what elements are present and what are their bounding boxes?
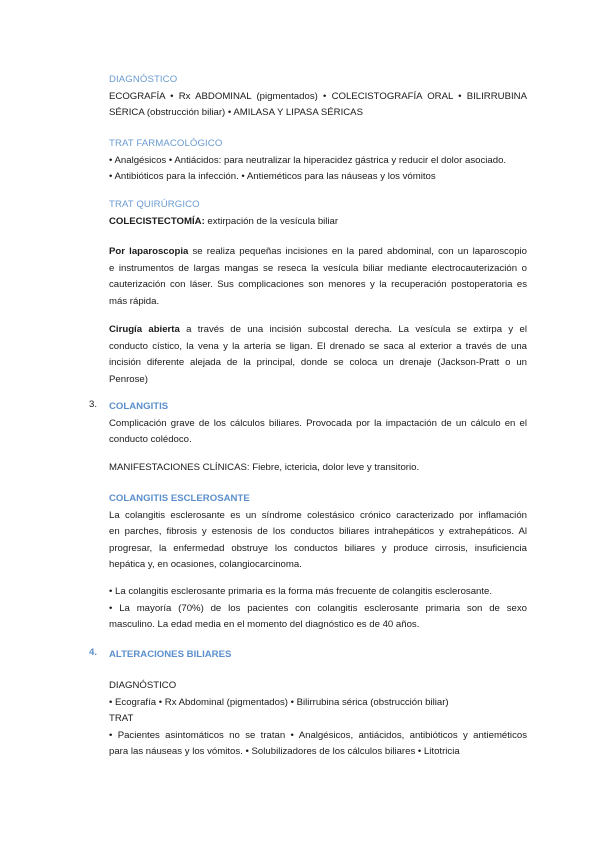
trat-quirurgico-heading: TRAT QUIRÚRGICO (109, 199, 200, 210)
colangitis-heading: COLANGITIS (109, 401, 169, 412)
laparoscopia-line-2: e instrumentos de largas mangas se reseca la vesícula biliar mediante electrocauterización o (109, 262, 527, 274)
esclerosante-line-3: progresar, la enfermedad obstruye los conductos biliares y produce cirrosis, insuficiencia (109, 542, 527, 554)
laparoscopia-line-1-text: se realiza pequeñas incisiones en la pared abdominal, con un laparoscopio (188, 246, 527, 257)
colecistectomia-line (109, 214, 527, 231)
alteraciones-trat-heading: TRAT (109, 713, 134, 725)
diagnostico-line-1: ECOGRAFÍA • Rx ABDOMINAL (pigmentados) • COLECISTOGRAFÍA ORAL • BILIRRUBINA (109, 90, 527, 102)
cirugia-abierta-term: Cirugía abierta (109, 324, 180, 335)
esclerosante-bullet-1: • La colangitis esclerosante primaria es la forma más frecuente de colangitis esclerosante. (109, 586, 493, 597)
colangitis-line-2: conducto colédoco. (109, 434, 192, 446)
laparoscopia-line-1 (109, 244, 527, 261)
colangitis-section (109, 399, 527, 449)
colangitis-number: 3. (89, 399, 98, 410)
alteraciones-trat-line-2: para las náuseas y los vómitos. • Solubilizadores de los cálculos biliares • Litotricia (109, 746, 460, 758)
alteraciones-biliares-section (109, 647, 527, 664)
alteraciones-detalle (109, 678, 527, 761)
cirugia-abierta-line-1 (109, 322, 527, 339)
diagnostico-heading: DIAGNÓSTICO (109, 74, 178, 85)
colangitis-esclerosante-heading: COLANGITIS ESCLEROSANTE (109, 493, 250, 504)
esclerosante-bullet-2a: • La mayoría (70%) de los pacientes con colangitis esclerosante primaria son de sexo (109, 602, 527, 614)
laparoscopia-paragraph (109, 244, 527, 310)
alteraciones-trat-line-1: • Pacientes asintomáticos no se tratan • Analgésicos, antiácidos, antibióticos y antieméticos (109, 729, 527, 741)
esclerosante-line-1: La colangitis esclerosante es un síndrome colestásico crónico caracterizado por inflamación (109, 509, 527, 521)
esclerosante-line-2: en parches, fibrosis y estenosis de los conductos biliares intrahepáticos y extrahepáticos. Al (109, 526, 527, 538)
alteraciones-diagnostico-line: • Ecografía • Rx Abdominal (pigmentados) • Bilirrubina sérica (obstrucción biliar) (109, 696, 449, 708)
laparoscopia-line-4: más rápida. (109, 295, 160, 307)
diagnostico-line-2: SÉRICA (obstrucción biliar) • AMILASA Y LIPASA SÉRICAS (109, 107, 363, 119)
colecistectomia-term: COLECISTECTOMÍA: (109, 215, 205, 227)
cirugia-abierta-line-1-text: a través de una incisión subcostal derecha. La vesícula se extirpa y el (179, 324, 527, 335)
trat-quirurgico-section (109, 197, 527, 230)
laparoscopia-term: Por laparoscopia (109, 246, 189, 257)
cirugia-abierta-line-2: conducto cístico, la vena y la arteria se ligan. El drenado se saca al exterior a través de una (109, 340, 527, 352)
cirugia-abierta-line-4: Penrose) (109, 373, 148, 385)
manifestaciones-clinicas (109, 460, 527, 477)
colangitis-line-1: Complicación grave de los cálculos biliares. Provocada por la impactación de un cálculo en el (109, 417, 527, 429)
manifestaciones-line: MANIFESTACIONES CLÍNICAS: Fiebre, ictericia, dolor leve y transitorio. (109, 462, 420, 473)
alteraciones-number: 4. (89, 647, 98, 658)
laparoscopia-line-3: cauterización con láser. Sus complicaciones son menores y la recuperación postoperatoria es (109, 279, 527, 291)
diagnostico-section (109, 72, 527, 122)
cirugia-abierta-paragraph (109, 322, 527, 388)
trat-farmacologico-line-1: • Analgésicos • Antiácidos: para neutralizar la hiperacidez gástrica y reducir el dolor asociado. (109, 154, 507, 166)
trat-farmacologico-heading: TRAT FARMACOLÓGICO (109, 138, 223, 149)
colangitis-esclerosante-section (109, 491, 527, 574)
esclerosante-line-4: hepática y, en ocasiones, colangiocarcinoma. (109, 559, 302, 571)
alteraciones-diagnostico-heading: DIAGNÓSTICO (109, 680, 177, 691)
trat-farmacologico-section (109, 136, 527, 186)
esclerosante-bullet-2b: masculino. La edad media en el momento del diagnóstico es de 40 años. (109, 619, 420, 631)
trat-farmacologico-line-2: • Antibióticos para la infección. • Antieméticos para las náuseas y los vómitos (109, 171, 436, 183)
colecistectomia-definition: extirpación de la vesícula biliar (204, 215, 339, 227)
alteraciones-biliares-heading: ALTERACIONES BILIARES (109, 649, 232, 660)
cirugia-abierta-line-3: incisión diferente alejada de la principal, donde se coloca un drenaje (Jackson-Pratt o un (109, 357, 527, 369)
esclerosante-bullets (109, 584, 527, 634)
